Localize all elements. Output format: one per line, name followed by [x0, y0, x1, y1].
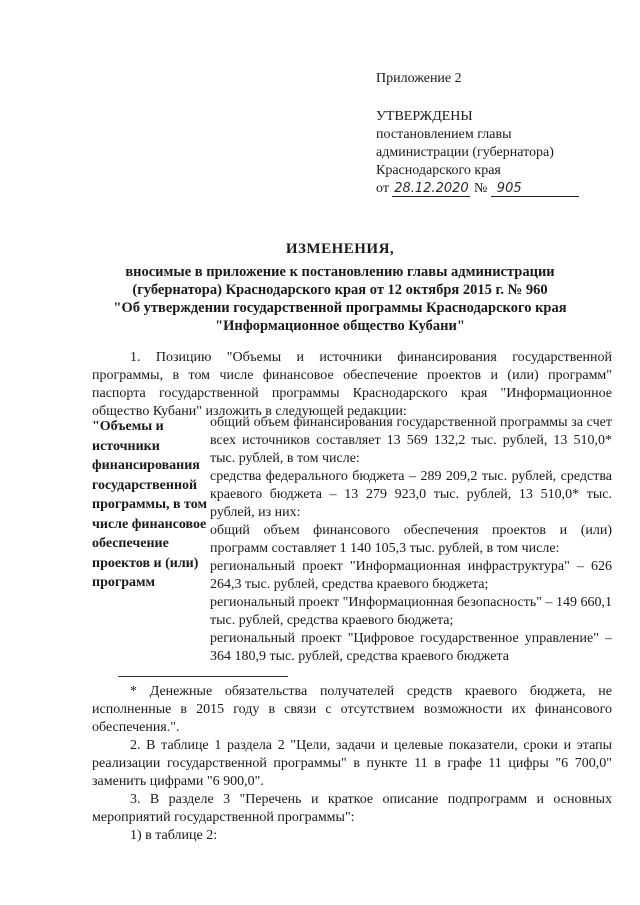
title-line-4: "Информационное общество Кубани" — [215, 318, 465, 334]
approved-heading: УТВЕРЖДЕНЫ — [376, 109, 473, 124]
approval-block — [376, 70, 626, 198]
title-line-1: вносимые в приложение к постановлению главы администрации — [125, 264, 555, 280]
item-1-paragraph: 1. Позицию "Объемы и источники финансирования государственной программы, в том числе финансовое обеспечение проектов и (или) программ" паспорта государственной программы Краснодарского края "Информационное общество Кубани" изложить в следующей редакции: — [92, 350, 612, 419]
item-2-paragraph: 2. В таблице 1 раздела 2 "Цели, задачи и целевые показатели, сроки и этапы реализации государственной программы" в пункте 11 в графе 11 цифры "6 700,0" заменить цифрами "6 900,0". — [92, 738, 612, 789]
approval-line-2: администрации (губернатора) — [376, 145, 554, 160]
items-block — [92, 737, 612, 845]
project-security: региональный проект "Информационная безопасность" – 149 660,1 тыс. рублей, средства краевого бюджета; — [210, 595, 612, 628]
document-title — [80, 240, 600, 335]
number-label: № — [473, 181, 488, 196]
financing-table — [92, 414, 612, 666]
title-line-2: (губернатора) Краснодарского края от 12 октября 2015 г. № 960 — [132, 282, 548, 298]
title-line-3: "Об утверждении государственной программы Краснодарского края — [113, 300, 567, 316]
approval-line-3: Краснодарского края — [376, 163, 501, 178]
financing-projects: общий объем финансового обеспечения проектов и (или) программ составляет 1 140 105,3 тыс. рублей, в том числе: — [210, 523, 612, 556]
from-label: от — [376, 181, 389, 196]
financing-label: "Объемы и источники финансирования государственной программы, в том числе финансовое обеспечение проектов и (или) программ — [92, 419, 208, 590]
footnote: * Денежные обязательства получателей средств краевого бюджета, не исполненные в 2015 году в связи с отсутствием возможности их финансового обеспечения.". — [92, 684, 612, 735]
handwritten-date: 28.12.2020 — [394, 181, 469, 196]
project-digital-governance: региональный проект "Цифровое государственное управление" – 364 180,9 тыс. рублей, средства краевого бюджета — [210, 631, 612, 664]
title-main: ИЗМЕНЕНИЯ, — [285, 241, 395, 257]
project-infrastructure: региональный проект "Информационная инфраструктура" – 626 264,3 тыс. рублей, средства краевого бюджета; — [210, 559, 612, 592]
appendix-label: Приложение 2 — [376, 71, 462, 86]
financing-total: общий объем финансирования государственной программы за счет всех источников составляет 13 569 132,2 тыс. рублей, 13 510,0* тыс. рублей, в том числе: — [210, 415, 612, 466]
financing-sources: средства федерального бюджета – 289 209,2 тыс. рублей, средства краевого бюджета – 13 279 923,0 тыс. рублей, 13 510,0* тыс. рублей, из них: — [210, 469, 612, 520]
item-3-subitem-1: 1) в таблице 2: — [130, 828, 218, 843]
footnote-divider — [118, 676, 288, 677]
approval-line-1: постановлением главы — [376, 127, 512, 142]
handwritten-number: 905 — [491, 181, 579, 197]
financing-details — [210, 414, 612, 666]
approval-date-line — [376, 180, 626, 198]
item-3-paragraph: 3. В разделе 3 "Перечень и краткое описание подпрограмм и основных мероприятий государственной программы": — [92, 792, 612, 825]
